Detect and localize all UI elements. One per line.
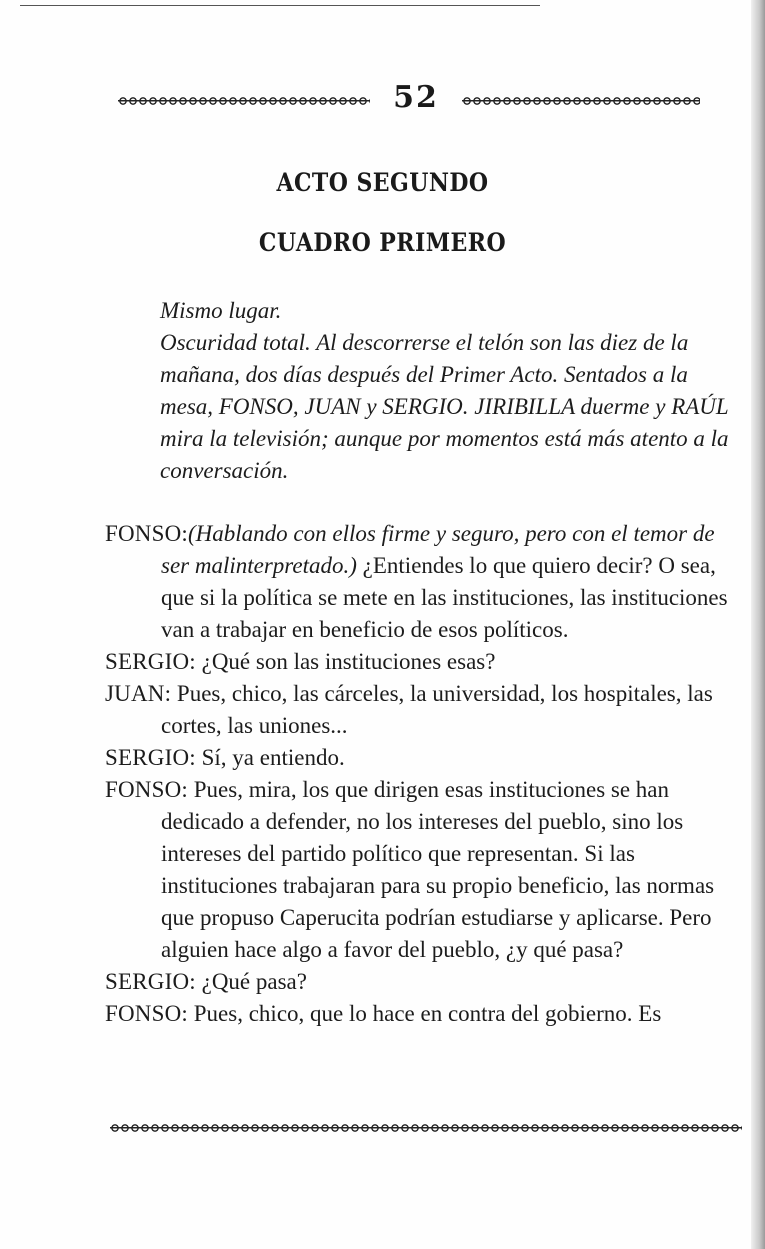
speech — [105, 774, 745, 966]
header-ornament-left — [118, 96, 370, 106]
page-edge-shadow — [751, 0, 765, 1249]
stage-direction-setting: Mismo lugar. — [160, 298, 282, 323]
speaker-name: JUAN: — [105, 681, 172, 706]
speech-text: ¿Qué pasa? — [195, 969, 307, 994]
speaker-name: SERGIO: — [105, 969, 196, 994]
scene-title: CUADRO PRIMERO — [258, 228, 507, 257]
speech-text: Pues, chico, las cárceles, la universidad, los hospitales, las cortes, las uniones... — [161, 681, 713, 738]
speech — [105, 678, 745, 742]
speech-text: Pues, mira, los que dirigen esas instituciones se han dedicado a defender, no los intereses del pueblo, sino los intereses del partido político que representan. Si las instituciones trabajaran para su propio beneficio, las normas que propuso Caperucita podrían estudiarse y aplicarse. Pero alguien hace algo a favor del pueblo, ¿y qué pasa? — [161, 777, 715, 962]
speech-text: Sí, ya entiendo. — [195, 745, 345, 770]
speech-text: ¿Qué son las instituciones esas? — [195, 649, 496, 674]
dialogue — [105, 518, 745, 1030]
speech-text: ¿Entiendes lo que quiero decir? O sea, que si la política se mete en las instituciones, las instituciones van a trabajar en beneficio de esos políticos. — [161, 553, 728, 642]
speech — [105, 966, 745, 998]
speaker-name: SERGIO: — [105, 649, 196, 674]
speaker-name: FONSO: — [105, 1001, 189, 1026]
act-title: ACTO SEGUNDO — [276, 168, 489, 197]
speech-text: Pues, chico, que lo hace en contra del gobierno. Es — [188, 1001, 662, 1026]
stage-directions — [160, 295, 740, 487]
scan-edge-line — [20, 5, 540, 6]
header-ornament-right — [462, 96, 700, 106]
stage-direction-inline: (Hablando con ellos firme y seguro, pero con el temor de ser malinterpretado.) — [161, 521, 715, 578]
speaker-name: SERGIO: — [105, 745, 196, 770]
speech — [105, 518, 745, 646]
page-number: 52 — [393, 80, 439, 115]
speaker-name: FONSO: — [105, 521, 189, 546]
footer-ornament — [110, 1123, 742, 1133]
speaker-name: FONSO: — [105, 777, 189, 802]
speech — [105, 998, 745, 1030]
speech — [105, 742, 745, 774]
speech — [105, 646, 745, 678]
stage-direction-description: Oscuridad total. Al descorrerse el telón son las diez de la mañana, dos días después del Primer Acto. Sentados a la mesa, FONSO, JUAN y SERGIO. JIRIBILLA duerme y RAÚL mira la televisión; aunque por momentos está más atento a la conversación. — [160, 330, 729, 483]
